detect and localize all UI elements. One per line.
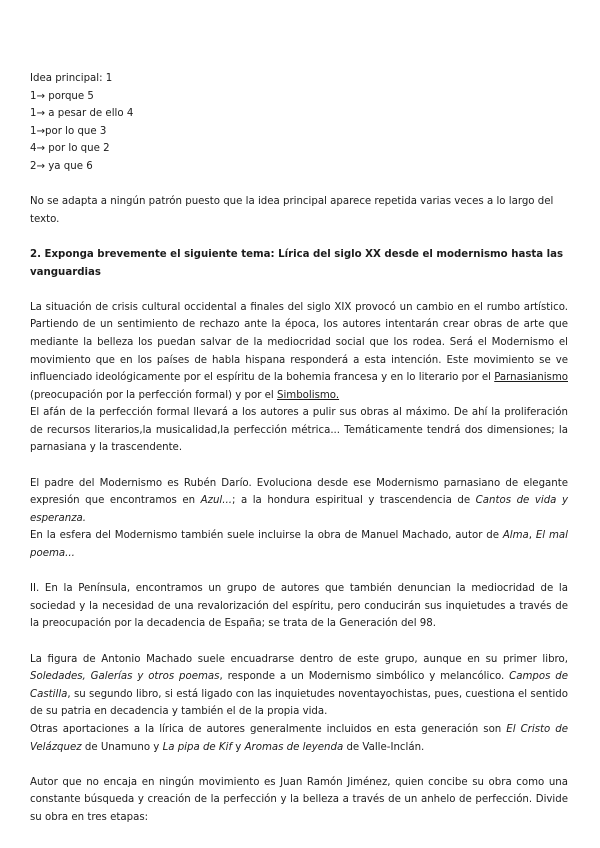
analysis-block <box>30 70 568 176</box>
analysis-conclusion: No se adapta a ningún patrón puesto que la idea principal aparece repetida varias veces a lo largo del texto. <box>30 196 554 225</box>
analysis-line: 1→ a pesar de ello 4 <box>30 108 134 120</box>
essay-paragraph-3 <box>30 475 568 528</box>
essay-paragraph-1 <box>30 299 568 405</box>
document-page <box>30 70 568 827</box>
analysis-line: Idea principal: 1 <box>30 73 113 84</box>
essay-paragraph-6 <box>30 651 568 721</box>
text-run: ; a la hondura espiritual y trascendencia de <box>231 495 476 507</box>
analysis-line: 1→ porque 5 <box>30 90 94 102</box>
title-cristo: El Cristo de Velázquez <box>30 723 568 753</box>
text-run: La figura de Antonio Machado suele encuadrarse dentro de este grupo, aunque en su primer libro, <box>30 653 568 665</box>
analysis-line: 2→ ya que 6 <box>30 160 93 172</box>
title-aromas: Aromas de leyenda <box>244 741 344 753</box>
essay-paragraph-8: Autor que no encaja en ningún movimiento es Juan Ramón Jiménez, quien concibe su obra como una constante búsqueda y creación de la perfección y la belleza a través de un anhelo de perfección. Divide su obra en tres etapas: <box>30 776 568 823</box>
title-alma: Alma <box>502 530 529 542</box>
text-run: de Valle-Inclán. <box>343 741 425 753</box>
text-run: Otras aportaciones a la lírica de autores generalmente incluidos en esta generación son <box>30 723 507 735</box>
title-pipa: La pipa de Kif <box>162 741 233 753</box>
text-run: La situación de crisis cultural occidental a finales del siglo XIX provocó un cambio en el rumbo artístico. Partiendo de un sentimiento de rechazo ante la época, los autores intentarán crear obras de arte que mediante la belleza los puedan salvar de la mediocridad social que los rodea. Será el Modernismo el movimiento que en los países de habla hispana responderá a esta intención. Este movimiento se ve influenciado ideológicamente por el espíritu de la bohemia francesa y en lo literario por el <box>30 301 568 384</box>
question-heading: 2. Exponga brevemente el siguiente tema: Lírica del siglo XX desde el modernismo hasta las vanguardias <box>30 248 564 278</box>
title-soledades: Soledades, Galerías y otros poemas <box>30 671 220 683</box>
text-run: , responde a un Modernismo simbólico y melancólico. <box>219 671 510 683</box>
title-campos: Campos de Castilla <box>30 671 568 700</box>
text-run: El padre del Modernismo es Rubén Darío. Evoluciona desde ese Modernismo parnasiano de elegante expresión que encontramos en <box>30 477 568 507</box>
essay-paragraph-4 <box>30 527 568 562</box>
analysis-line: 1→por lo que 3 <box>30 125 107 137</box>
essay-paragraph-5: II. En la Península, encontramos un grupo de autores que también denuncian la mediocridad de la sociedad y la necesidad de una revalorización del espíritu, pero conducirán sus inquietudes a través de la preocupación por la decadencia de España; se trata de la Generación del 98. <box>30 583 568 630</box>
title-mal-poema: El mal poema... <box>30 530 568 560</box>
text-run: (preocupación por la perfección formal) y por el <box>30 389 277 401</box>
text-run: , su segundo libro, si está ligado con las inquietudes noventayochistas, pues, cuestiona el sentido de su patria en decadencia y también el de la propia vida. <box>30 688 568 718</box>
text-run: y <box>232 741 245 753</box>
text-run: de Unamuno y <box>81 741 163 753</box>
title-azul: Azul... <box>200 495 232 507</box>
title-cantos: Cantos de vida y esperanza. <box>30 495 568 524</box>
parnasianismo-link[interactable]: Parnasianismo <box>494 372 568 384</box>
essay-paragraph-7 <box>30 721 568 756</box>
essay-paragraph-2: El afán de la perfección formal llevará a los autores a pulir sus obras al máximo. De ahí la proliferación de recursos literarios,la musicalidad,la perfección métrica... Temáticamente tendrá dos dimensiones; la parnasiana y la trascendente. <box>30 407 568 454</box>
text-run: , <box>528 530 536 542</box>
simbolismo-link[interactable]: Simbolismo. <box>276 389 340 401</box>
analysis-line: 4→ por lo que 2 <box>30 143 110 155</box>
text-run: En la esfera del Modernismo también suele incluirse la obra de Manuel Machado, autor de <box>30 530 503 542</box>
